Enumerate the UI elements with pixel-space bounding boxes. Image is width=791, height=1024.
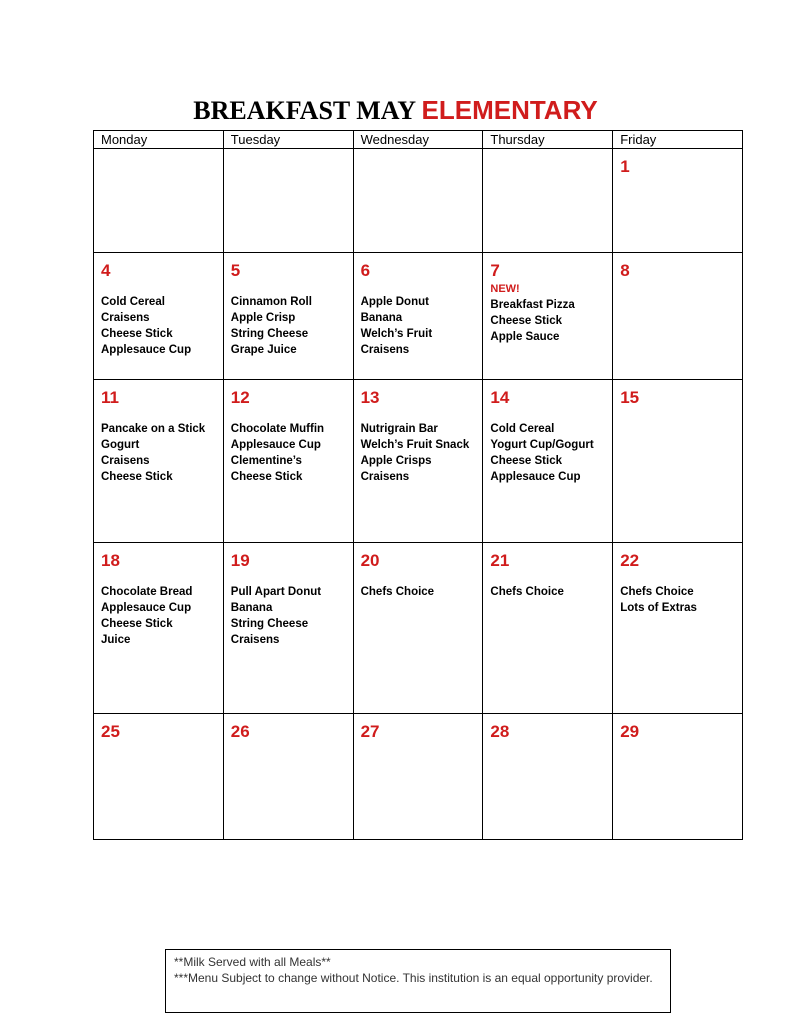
menu-item: Chocolate Muffin [230, 423, 325, 435]
day-cell [223, 543, 353, 714]
day-number: 8 [620, 261, 630, 280]
menu-item: Apple Crisps [360, 455, 432, 467]
header-friday: Friday [613, 131, 743, 149]
menu-item: Clementine’s [230, 455, 302, 467]
menu-item: String Cheese [230, 328, 309, 340]
menu-item: Yogurt Cup/Gogurt [490, 439, 594, 451]
day-cell [223, 149, 353, 253]
day-number: 22 [620, 551, 640, 570]
day-cell [483, 543, 613, 714]
menu-items [354, 408, 483, 485]
day-cell [483, 714, 613, 840]
day-number [94, 149, 223, 157]
menu-item: Gogurt [101, 439, 140, 451]
day-cell [613, 149, 743, 253]
header-monday: Monday [94, 131, 224, 149]
menu-items [354, 571, 483, 600]
week-row [94, 380, 743, 543]
day-cell [613, 714, 743, 840]
menu-item: Craisens [360, 344, 410, 356]
menu-item: Craisens [101, 455, 150, 467]
menu-item: Banana [230, 602, 273, 614]
menu-item: Cheese Stick [101, 618, 173, 630]
menu-item: Cheese Stick [101, 328, 173, 340]
weekday-header-row [94, 131, 743, 149]
day-number [354, 149, 483, 157]
menu-item: Applesauce Cup [490, 471, 581, 483]
day-cell [94, 149, 224, 253]
title-main: BREAKFAST MAY [193, 96, 422, 125]
day-number: 28 [490, 722, 510, 741]
menu-item: Cheese Stick [490, 315, 562, 327]
header-tuesday: Tuesday [223, 131, 353, 149]
header-thursday: Thursday [483, 131, 613, 149]
day-number: 12 [230, 388, 250, 407]
day-cell [483, 380, 613, 543]
day-number: 11 [101, 388, 119, 407]
menu-items [94, 571, 223, 648]
menu-item: Craisens [360, 471, 410, 483]
day-cell [353, 149, 483, 253]
menu-item: Cinnamon Roll [230, 296, 312, 308]
menu-item: Chefs Choice [360, 586, 435, 598]
menu-item: Cheese Stick [101, 471, 173, 483]
menu-item: Applesauce Cup [101, 344, 192, 356]
menu-item: Chocolate Bread [101, 586, 193, 598]
day-number: 21 [490, 551, 510, 570]
menu-item: Grape Juice [230, 344, 297, 356]
menu-item: Chefs Choice [620, 586, 694, 598]
week-row [94, 714, 743, 840]
menu-item: Craisens [230, 634, 280, 646]
menu-item: Breakfast Pizza [490, 299, 575, 311]
menu-item: Applesauce Cup [101, 602, 192, 614]
day-cell [483, 253, 613, 380]
day-number: 18 [101, 551, 120, 570]
day-cell [613, 253, 743, 380]
day-number: 7 [490, 261, 500, 280]
menu-items [224, 571, 353, 648]
menu-items [613, 571, 742, 616]
footer-note [165, 949, 671, 1013]
week-row [94, 543, 743, 714]
menu-items [94, 408, 223, 485]
page-title [0, 94, 791, 127]
menu-items [483, 571, 612, 600]
menu-items [224, 408, 353, 485]
menu-item: Cold Cereal [101, 296, 165, 308]
day-cell [94, 714, 224, 840]
menu-calendar [93, 130, 743, 840]
day-number: 19 [230, 551, 250, 570]
menu-item: Welch’s Fruit [360, 328, 433, 340]
week-row [94, 149, 743, 253]
day-number: 27 [360, 722, 380, 741]
menu-item: Pancake on a Stick [101, 423, 206, 435]
day-number: 20 [360, 551, 380, 570]
day-cell [223, 253, 353, 380]
header-wednesday: Wednesday [353, 131, 483, 149]
menu-item: Cold Cereal [490, 423, 555, 435]
menu-item: Apple Donut [360, 296, 429, 308]
footer-milk-note: **Milk Served with all Meals** [174, 955, 331, 969]
day-cell [613, 380, 743, 543]
day-cell [94, 380, 224, 543]
day-number: 1 [620, 157, 630, 176]
menu-item: Cheese Stick [230, 471, 303, 483]
day-cell [223, 380, 353, 543]
day-cell [223, 714, 353, 840]
menu-item: Pull Apart Donut [230, 586, 322, 598]
new-badge: NEW! [490, 283, 520, 295]
title-highlight: ELEMENTARY [421, 95, 598, 125]
menu-item: Chefs Choice [490, 586, 564, 598]
day-number: 14 [490, 388, 510, 407]
day-number: 5 [230, 261, 241, 280]
day-number [483, 149, 612, 157]
day-number: 4 [101, 261, 111, 280]
footer-disclaimer: ***Menu Subject to change without Notice. This institution is an equal opportunity provider. [174, 971, 653, 985]
menu-items [483, 408, 612, 485]
menu-items [354, 281, 483, 358]
day-number: 25 [101, 722, 120, 741]
day-number [224, 149, 353, 157]
menu-item: Welch’s Fruit Snack [360, 439, 470, 451]
day-cell [353, 253, 483, 380]
day-cell [94, 543, 224, 714]
menu-item: Applesauce Cup [230, 439, 321, 451]
menu-item: Craisens [101, 312, 150, 324]
day-number: 13 [360, 388, 380, 407]
day-cell [483, 149, 613, 253]
menu-item: Juice [101, 634, 131, 646]
day-number: 15 [620, 388, 640, 407]
menu-items [224, 281, 353, 358]
menu-items [483, 297, 612, 345]
day-cell [353, 543, 483, 714]
day-cell [353, 380, 483, 543]
week-row [94, 253, 743, 380]
menu-items [94, 281, 223, 358]
menu-item: Nutrigrain Bar [360, 423, 438, 435]
menu-item: Cheese Stick [490, 455, 562, 467]
day-cell [613, 543, 743, 714]
menu-item: Lots of Extras [620, 602, 697, 614]
menu-item: String Cheese [230, 618, 309, 630]
day-number: 26 [230, 722, 250, 741]
day-number: 29 [620, 722, 640, 741]
menu-item: Apple Crisp [230, 312, 296, 324]
menu-item: Apple Sauce [490, 331, 560, 343]
day-cell [353, 714, 483, 840]
menu-item: Banana [360, 312, 403, 324]
day-cell [94, 253, 224, 380]
day-number: 6 [360, 261, 371, 280]
